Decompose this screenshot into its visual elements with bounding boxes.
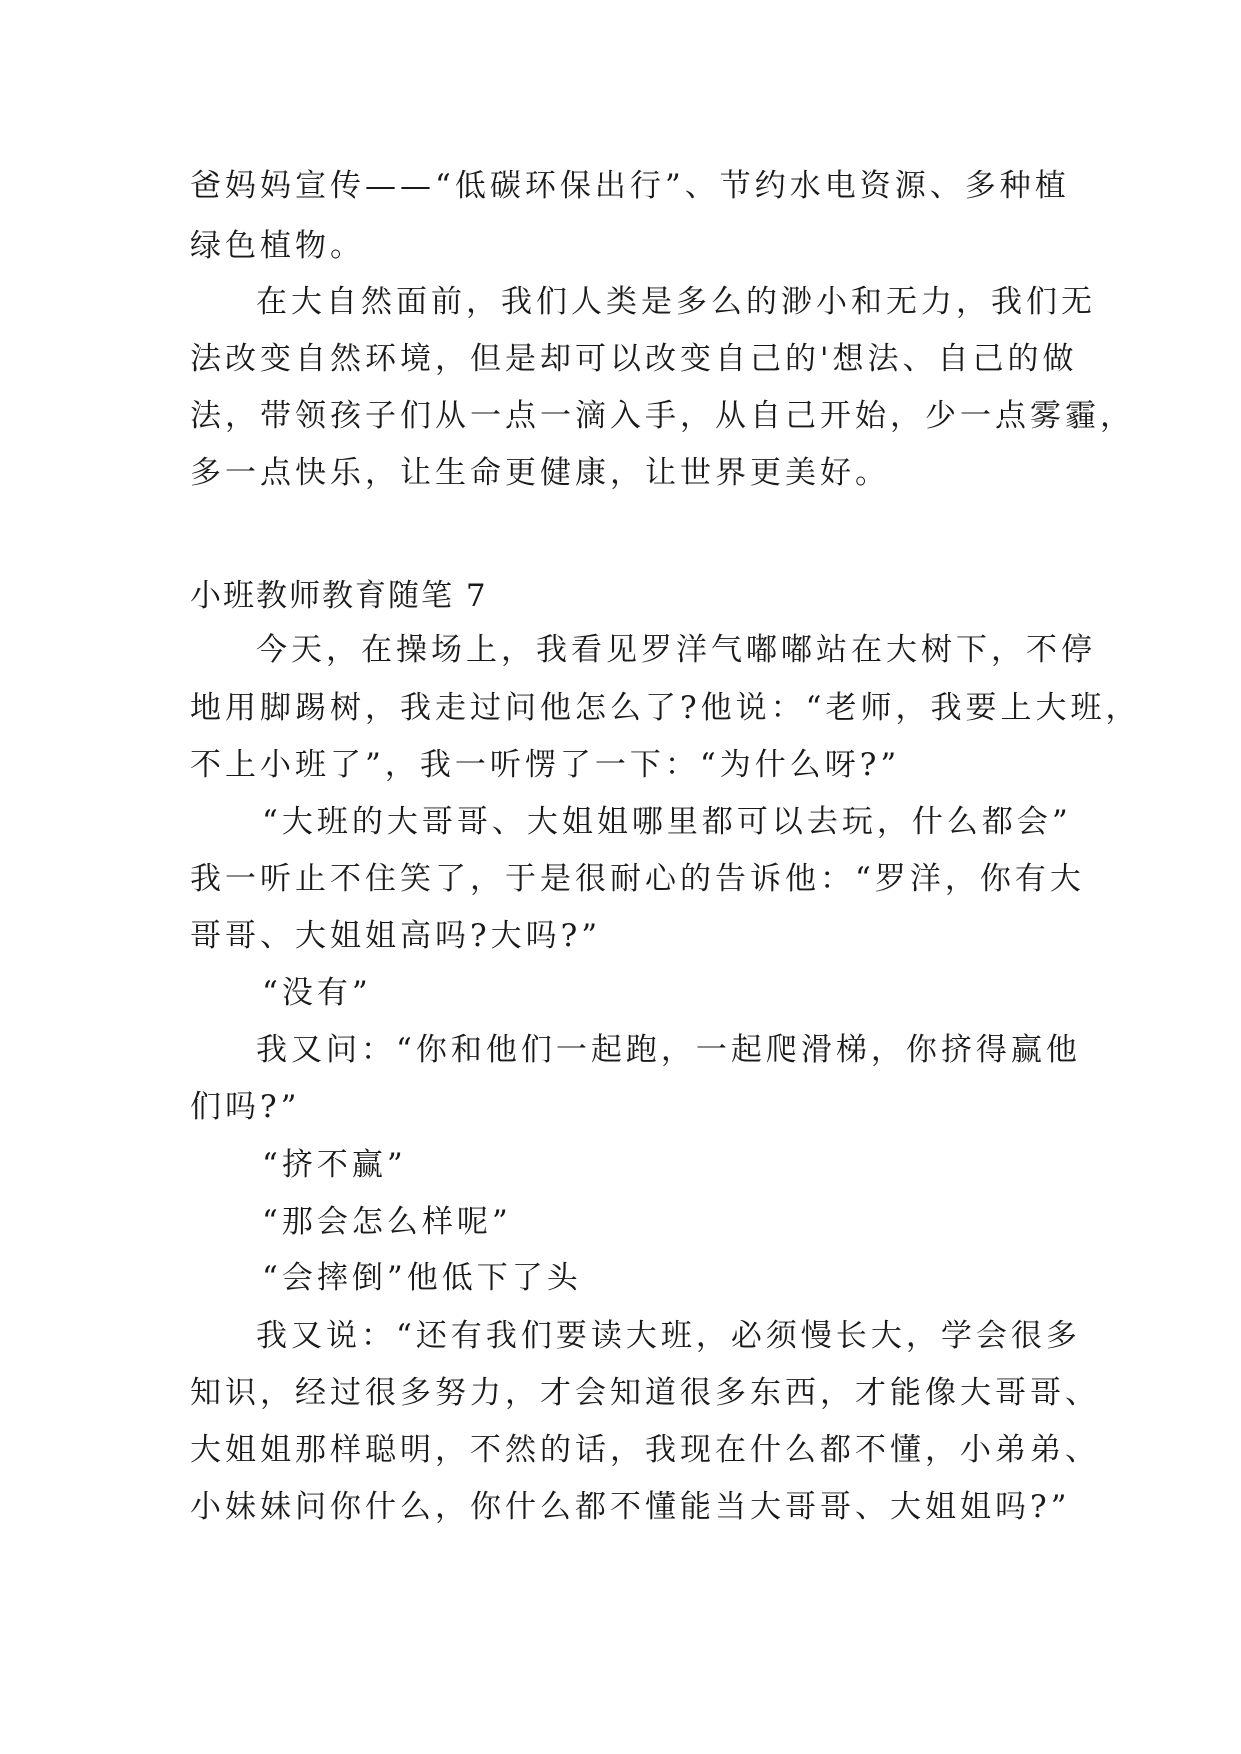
- paragraph-line: “会摔倒”他低下了头: [262, 1260, 582, 1296]
- paragraph-line: 法，带领孩子们从一点一滴入手，从自己开始，少一点雾霾，: [190, 398, 1135, 434]
- paragraph-line: 多一点快乐，让生命更健康，让世界更美好。: [190, 455, 890, 491]
- section-heading: 小班教师教育随笔 7: [190, 578, 488, 614]
- paragraph-line: 我又说：“还有我们要读大班，必须慢长大，学会很多: [256, 1318, 1081, 1354]
- paragraph-line: 小妹妹问你什么，你什么都不懂能当大哥哥、大姐姐吗?”: [190, 1489, 1071, 1525]
- paragraph-line: 大姐姐那样聪明，不然的话，我现在什么都不懂，小弟弟、: [190, 1432, 1100, 1468]
- paragraph-line: “没有”: [262, 975, 372, 1011]
- paragraph-line: 哥哥、大姐姐高吗?大吗?”: [190, 918, 602, 954]
- paragraph-line: 今天，在操场上，我看见罗洋气嘟嘟站在大树下，不停: [256, 632, 1096, 668]
- paragraph-line: 不上小班了”，我一听愣了一下：“为什么呀?”: [190, 747, 901, 783]
- paragraph-line: “大班的大哥哥、大姐姐哪里都可以去玩，什么都会”: [262, 804, 1072, 840]
- paragraph-line: “那会怎么样呢”: [262, 1204, 512, 1240]
- paragraph-line: 地用脚踢树，我走过问他怎么了?他说：“老师，我要上大班，: [190, 690, 1141, 726]
- paragraph-line: 知识，经过很多努力，才会知道很多东西，才能像大哥哥、: [190, 1375, 1100, 1411]
- paragraph-line: 法改变自然环境，但是却可以改变自己的'想法、自己的做: [190, 341, 1078, 377]
- paragraph-line: 爸妈妈宣传——“低碳环保出行”、节约水电资源、多种植: [190, 168, 1070, 204]
- paragraph-line: 在大自然面前，我们人类是多么的渺小和无力，我们无: [256, 284, 1096, 320]
- paragraph-line: 我又问：“你和他们一起跑，一起爬滑梯，你挤得赢他: [256, 1032, 1081, 1068]
- paragraph-line: 们吗?”: [190, 1089, 301, 1125]
- paragraph-line: 绿色植物。: [190, 228, 365, 264]
- paragraph-line: 我一听止不住笑了，于是很耐心的告诉他：“罗洋，你有大: [190, 861, 1085, 897]
- paragraph-line: “挤不赢”: [262, 1147, 407, 1183]
